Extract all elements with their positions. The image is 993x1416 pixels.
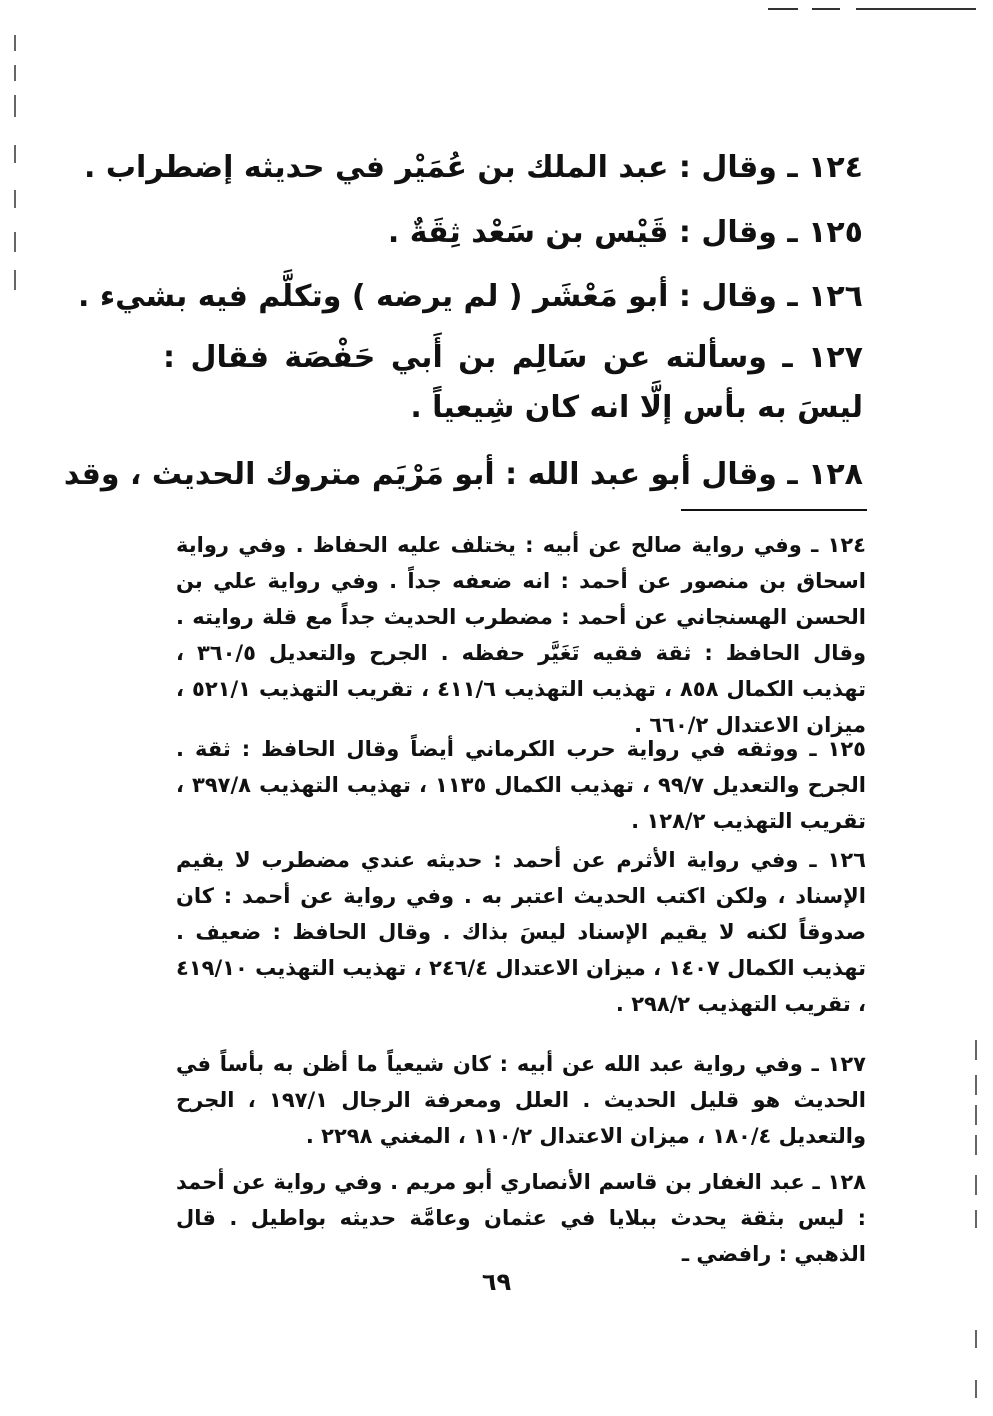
footnote-128: ١٢٨ ـ عبد الغفار بن قاسم الأنصاري أبو مريم . وفي رواية عن أحمد : ليس بثقة يحدث ببلايا في عثمان وعامَّة حديثه بواطيل . قال الذهبي : رافضي ـ [176,1170,866,1266]
margin-tick [14,190,16,208]
margin-tick [14,65,16,81]
margin-tick [975,1175,977,1195]
margin-tick [14,232,16,252]
footnote-127: ١٢٧ ـ وفي رواية عبد الله عن أبيه : كان شيعياً ما أظن به بأساً في الحديث هو قليل الحديث . العلل ومعرفة الرجال ١٩٧/١ ، الجرح والتعديل ١٨٠/٤ ، ميزان الاعتدال ١١٠/٢ ، المغني ٢٢٩٨ . [176,1052,866,1148]
main-entry-126: ١٢٦ ـ وقال : أبو مَعْشَر ( لم يرضه ) وتكلَّم فيه بشيء . [77,279,863,314]
margin-tick [975,1135,977,1155]
scan-mark-top [812,8,840,10]
footnote-126: ١٢٦ ـ وفي رواية الأثرم عن أحمد : حديثه عندي مضطرب لا يقيم الإسناد ، ولكن اكتب الحديث اعتبر به . وفي رواية عن أحمد : كان صدوقاً لكنه لا يقيم الإسناد ليسَ بذاك . وقال الحافظ : ضعيف . تهذيب الكمال ١٤٠٧ ، ميزان الاعتدال ٢٤٦/٤ ، تهذيب التهذيب ٤١٩/١٠ ، تقريب التهذيب ٢٩٨/٢ . [176,848,866,1016]
scan-mark-top [856,8,976,10]
footnote-125: ١٢٥ ـ ووثقه في رواية حرب الكرماني أيضاً وقال الحافظ : ثقة . الجرح والتعديل ٩٩/٧ ، تهذيب الكمال ١١٣٥ ، تهذيب التهذيب ٣٩٧/٨ ، تقريب التهذيب ١٢٨/٢ . [176,737,866,833]
margin-tick [14,95,16,117]
margin-tick [975,1105,977,1125]
scan-mark-top [768,8,798,10]
margin-tick [14,35,16,51]
page-number: ٦٩ [481,1268,512,1296]
margin-tick [975,1330,977,1348]
margin-tick [975,1380,977,1398]
footnote-124: ١٢٤ ـ وفي رواية صالح عن أبيه : يختلف عليه الحفاظ . وفي رواية اسحاق بن منصور عن أحمد : انه ضعفه جداً . وفي رواية علي بن الحسن الهسنجاني عن أحمد : مضطرب الحديث جداً مع قلة روايته . وقال الحافظ : ثقة فقيه تَغَيَّر حفظه . الجرح والتعديل ٣٦٠/٥ ، تهذيب الكمال ٨٥٨ ، تهذيب التهذيب ٤١١/٦ ، تقريب التهذيب ٥٢١/١ ، ميزان الاعتدال ٦٦٠/٢ . [176,533,866,737]
margin-tick [975,1040,977,1060]
margin-tick [975,1075,977,1095]
margin-tick [14,145,16,163]
main-entry-127: ١٢٧ ـ وسألته عن سَالِم بن أَبي حَفْصَة فقال : ليسَ به بأس إلَّا انه كان شِيعياً . [163,340,863,425]
main-entry-124: ١٢٤ ـ وقال : عبد الملك بن عُمَيْر في حديثه إضطراب . [84,150,863,185]
footnote-separator [681,509,867,511]
main-entry-128: ١٢٨ ـ وقال أبو عبد الله : أبو مَرْيَم متروك الحديث ، وقد [63,457,863,492]
margin-tick [14,270,16,290]
margin-tick [975,1210,977,1228]
main-entry-125: ١٢٥ ـ وقال : قَيْس بن سَعْد ثِقَةٌ . [387,215,863,250]
